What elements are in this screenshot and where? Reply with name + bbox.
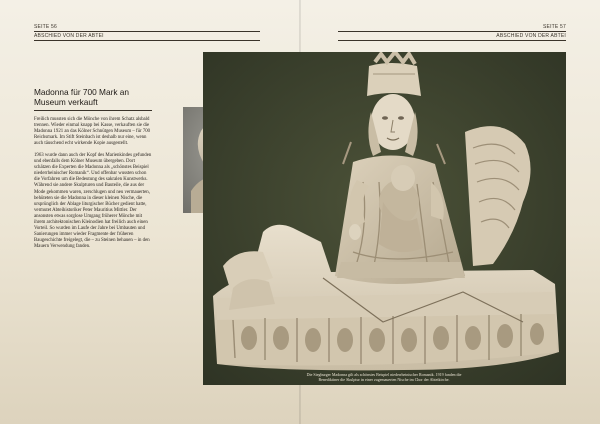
caption: Die Siegburger Madonna gilt als schönstes Beispiel niederrheinischer Romanik. 1919 fanden die Benediktiner die Skulptur in einer zugemauerten Nische im Chor der Abteikirche. xyxy=(306,372,462,382)
article-paragraph: Freilich mussten sich die Mönche von ihrem Schatz alsbald trennen. Wieder einmal knapp bei Kasse, verkauften sie die Madonna 1921 an das Kölner Schnütgen Museum – für 700 Reichsmark. Im Stift Steinbach ist deshalb nur eine, wenn auch täuschend echt wirkende Kopie ausgestellt. xyxy=(34,117,151,147)
article-headline: Madonna für 700 Mark an Museum verkauft xyxy=(34,88,152,111)
article-paragraph: 1963 wurde dann auch der Kopf des Marienkindes gefunden und ebenfalls dem Kölner Museum übergeben. Dort schätzen die Experten die Madonna als „schönstes Beispiel niederrheinischer Romanik“. Und offenbar wussten schon die Vorfahren um die Bedeutung des sakralen Kunstwerks. Während sie andere Skulpturen und Bauteile, die aus der Mode gekommen waren, zerschlugen und neu vermauerten, behüteten sie die Madonna in dieser kleinen Nische, die ursprünglich der Ablage liturgischer Bücher gedient hatte, vermutet Abteihistoriker Peter Mauritius Mittler. Der ansonsten etwas sorglose Umgang früherer Mönche mit ihrem architektonischen Kleinodien hat freilich auch einen Vorteil. So wurden im Laufe der Jahre bei Umbauten und Sanierungen immer wieder Fragmente der früheren Baugeschichte freigelegt, die – zu Steinen behauen – in den Mauern Verwendung fanden. xyxy=(34,153,152,249)
right-header-rule-bottom xyxy=(338,40,566,41)
main-photo-madonna xyxy=(203,52,566,385)
right-running-head xyxy=(338,24,566,42)
left-header-rule-bottom xyxy=(34,40,260,41)
article-body xyxy=(34,117,152,250)
left-header-rule xyxy=(34,31,260,32)
right-page-number: SEITE 57 xyxy=(543,24,566,30)
right-header-rule xyxy=(338,31,566,32)
main-photo-image xyxy=(203,52,566,385)
right-section-title: ABSCHIED VON DER ABTEI xyxy=(496,33,566,39)
article xyxy=(34,88,152,256)
left-running-head xyxy=(34,24,260,42)
left-section-title: ABSCHIED VON DER ABTEI xyxy=(34,33,104,39)
left-page-number: SEITE 56 xyxy=(34,24,57,30)
